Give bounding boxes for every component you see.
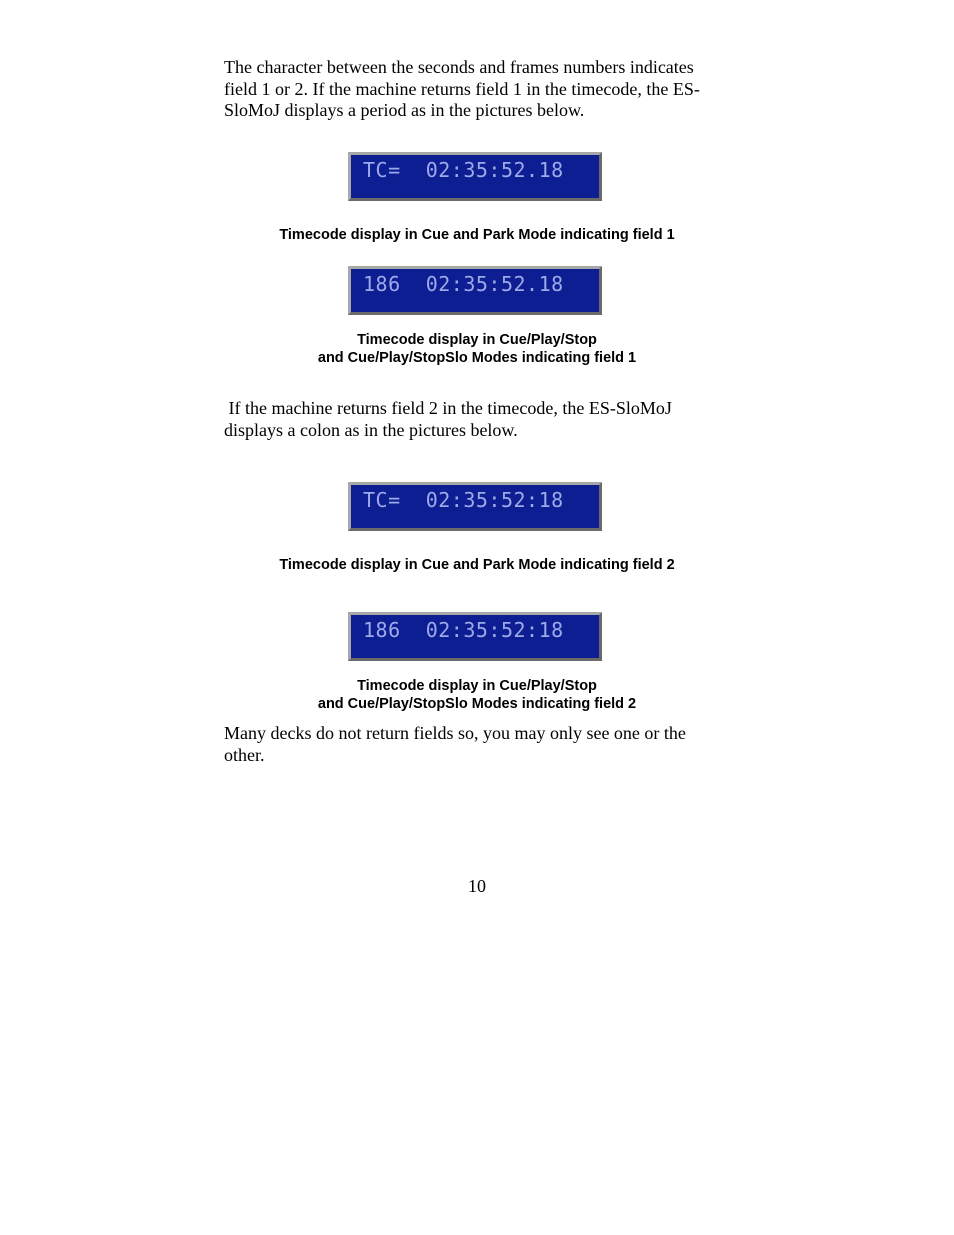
lcd-timecode-text: 186 02:35:52:18	[363, 618, 564, 642]
outro-line-2: other.	[224, 744, 265, 765]
intro-paragraph	[224, 57, 724, 122]
caption-line: Timecode display in Cue and Park Mode indicating field 2	[279, 557, 675, 573]
caption-cue-play-stop-field1	[180, 331, 774, 367]
caption-line: and Cue/Play/StopSlo Modes indicating field 2	[317, 696, 637, 712]
caption-line: Timecode display in Cue and Park Mode indicating field 1	[279, 227, 675, 243]
outro-paragraph	[224, 723, 724, 766]
lcd-display-cue-park-field2	[348, 482, 602, 531]
lcd-timecode-text: TC= 02:35:52:18	[363, 488, 564, 512]
outro-line-1: Many decks do not return fields so, you may only see one or the	[224, 723, 686, 743]
caption-cue-play-stop-field2	[180, 677, 774, 713]
field2-line-1: If the machine returns field 2 in the timecode, the ES-SloMoJ	[224, 398, 672, 418]
field2-paragraph	[224, 398, 724, 441]
lcd-timecode-text: 186 02:35:52.18	[363, 272, 564, 296]
caption-line: Timecode display in Cue/Play/Stop	[357, 678, 597, 694]
lcd-timecode-text: TC= 02:35:52.18	[363, 158, 564, 182]
caption-line: and Cue/Play/StopSlo Modes indicating field 1	[317, 350, 637, 366]
intro-line-2: field 1 or 2. If the machine returns field 1 in the timecode, the ES-	[224, 78, 700, 99]
caption-cue-park-field2	[180, 556, 774, 574]
intro-line-3: SloMoJ displays a period as in the pictures below.	[224, 100, 585, 120]
lcd-display-cue-play-stop-field1	[348, 266, 602, 315]
lcd-display-cue-park-field1	[348, 152, 602, 201]
caption-line: Timecode display in Cue/Play/Stop	[357, 332, 597, 348]
field2-line-2: displays a colon as in the pictures below.	[224, 419, 518, 440]
intro-line-1: The character between the seconds and frames numbers indicates	[224, 57, 694, 77]
caption-cue-park-field1	[180, 226, 774, 244]
lcd-display-cue-play-stop-field2	[348, 612, 602, 661]
page-number: 10	[468, 876, 486, 896]
